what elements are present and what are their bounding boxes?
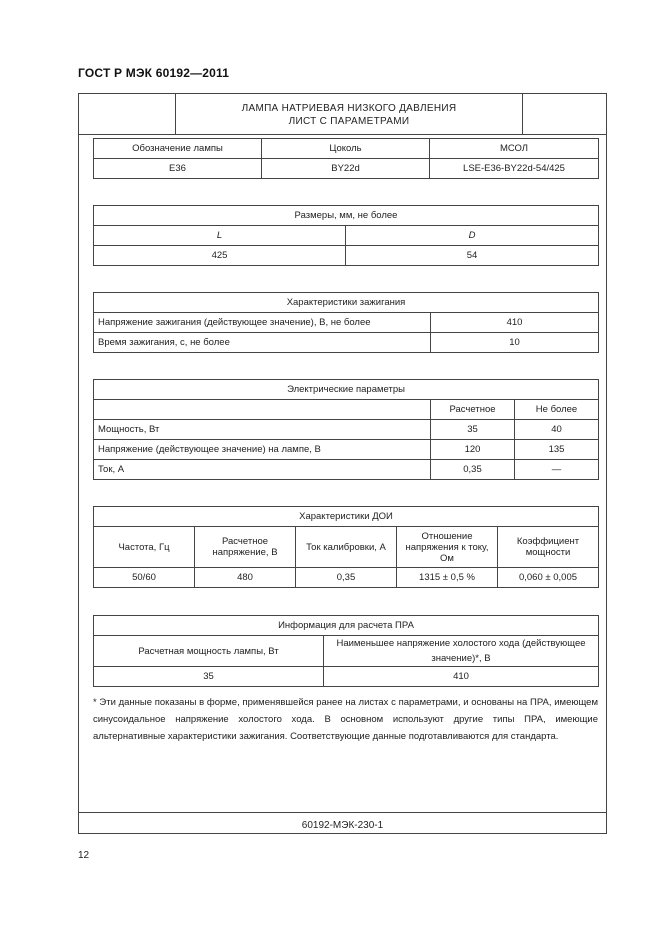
electrical-rated-header: Расчетное	[431, 400, 515, 420]
ballast-table	[93, 615, 599, 687]
dimension-l-value: 425	[94, 246, 346, 266]
doi-voltage-header: Расчетное напряжение, В	[195, 527, 296, 568]
power-label: Мощность, Вт	[94, 420, 431, 440]
sheet-code: 60192-МЭК-230-1	[301, 820, 384, 831]
page-number: 12	[78, 850, 90, 861]
doi-frequency-header: Частота, Гц	[94, 527, 195, 568]
voltage-label: Напряжение (действующее значение) на лампе, В	[94, 440, 431, 460]
doi-calibration-header: Ток калибровки, А	[296, 527, 397, 568]
doi-ratio-header: Отношение напряжения к току, Ом	[397, 527, 498, 568]
doi-table	[93, 506, 599, 588]
ignition-time-label: Время зажигания, с, не более	[94, 333, 431, 353]
base-header: Цоколь	[262, 139, 430, 159]
footnote: * Эти данные показаны в форме, применявшейся ранее на листах с параметрами, и основаны на ПРА, имеющем синусоидальное напряжение холостого хода. В основном используют другие типы ПРА, имеющие альтернативные характеристики зажигания. Соответствующие данные подготавливаются для стандарта.	[93, 697, 598, 742]
ignition-voltage-label: Напряжение зажигания (действующее значение), В, не более	[94, 313, 431, 333]
electrical-empty-header	[94, 400, 431, 420]
current-label: Ток, А	[94, 460, 431, 480]
current-rated: 0,35	[431, 460, 515, 480]
ignition-title: Характеристики зажигания	[94, 293, 599, 313]
msol-value: LSE-E36-BY22d-54/425	[430, 159, 599, 179]
dimensions-title: Размеры, мм, не более	[94, 206, 599, 226]
dimensions-table	[93, 205, 599, 266]
current-max: —	[515, 460, 599, 480]
ballast-power-value: 35	[94, 667, 324, 687]
dimension-d-header: D	[346, 226, 599, 246]
document-header: ГОСТ Р МЭК 60192—2011	[78, 66, 230, 80]
doi-ratio-value: 1315 ± 0,5 %	[397, 568, 498, 588]
footer-divider	[79, 812, 606, 813]
msol-header: МСОЛ	[430, 139, 599, 159]
sheet-title-line2: ЛИСТ С ПАРАМЕТРАМИ	[288, 116, 410, 127]
electrical-max-header: Не более	[515, 400, 599, 420]
voltage-rated: 120	[431, 440, 515, 460]
sheet-title-line1: ЛАМПА НАТРИЕВАЯ НИЗКОГО ДАВЛЕНИЯ	[241, 103, 457, 114]
sheet-title	[176, 102, 522, 128]
doi-calibration-value: 0,35	[296, 568, 397, 588]
ignition-voltage-value: 410	[431, 313, 599, 333]
designation-value: E36	[94, 159, 262, 179]
power-rated: 35	[431, 420, 515, 440]
title-left-cell	[79, 94, 176, 134]
electrical-title: Электрические параметры	[94, 380, 599, 400]
ballast-title: Информация для расчета ПРА	[94, 616, 599, 636]
title-row	[79, 94, 606, 135]
doi-title: Характеристики ДОИ	[94, 507, 599, 527]
ballast-voltage-header: Наименьшее напряжение холостого хода (действующее значение)*, В	[324, 636, 599, 667]
ignition-time-value: 10	[431, 333, 599, 353]
electrical-table	[93, 379, 599, 480]
ballast-voltage-value: 410	[324, 667, 599, 687]
doi-pf-header: Коэффициент мощности	[498, 527, 599, 568]
voltage-max: 135	[515, 440, 599, 460]
dimension-d-value: 54	[346, 246, 599, 266]
designation-header: Обозначение лампы	[94, 139, 262, 159]
doi-pf-value: 0,060 ± 0,005	[498, 568, 599, 588]
doi-frequency-value: 50/60	[94, 568, 195, 588]
doi-voltage-value: 480	[195, 568, 296, 588]
ballast-power-header: Расчетная мощность лампы, Вт	[94, 636, 324, 667]
dimension-l-header: L	[94, 226, 346, 246]
designation-table	[93, 138, 599, 179]
base-value: BY22d	[262, 159, 430, 179]
title-right-cell	[522, 94, 606, 134]
ignition-table	[93, 292, 599, 353]
power-max: 40	[515, 420, 599, 440]
